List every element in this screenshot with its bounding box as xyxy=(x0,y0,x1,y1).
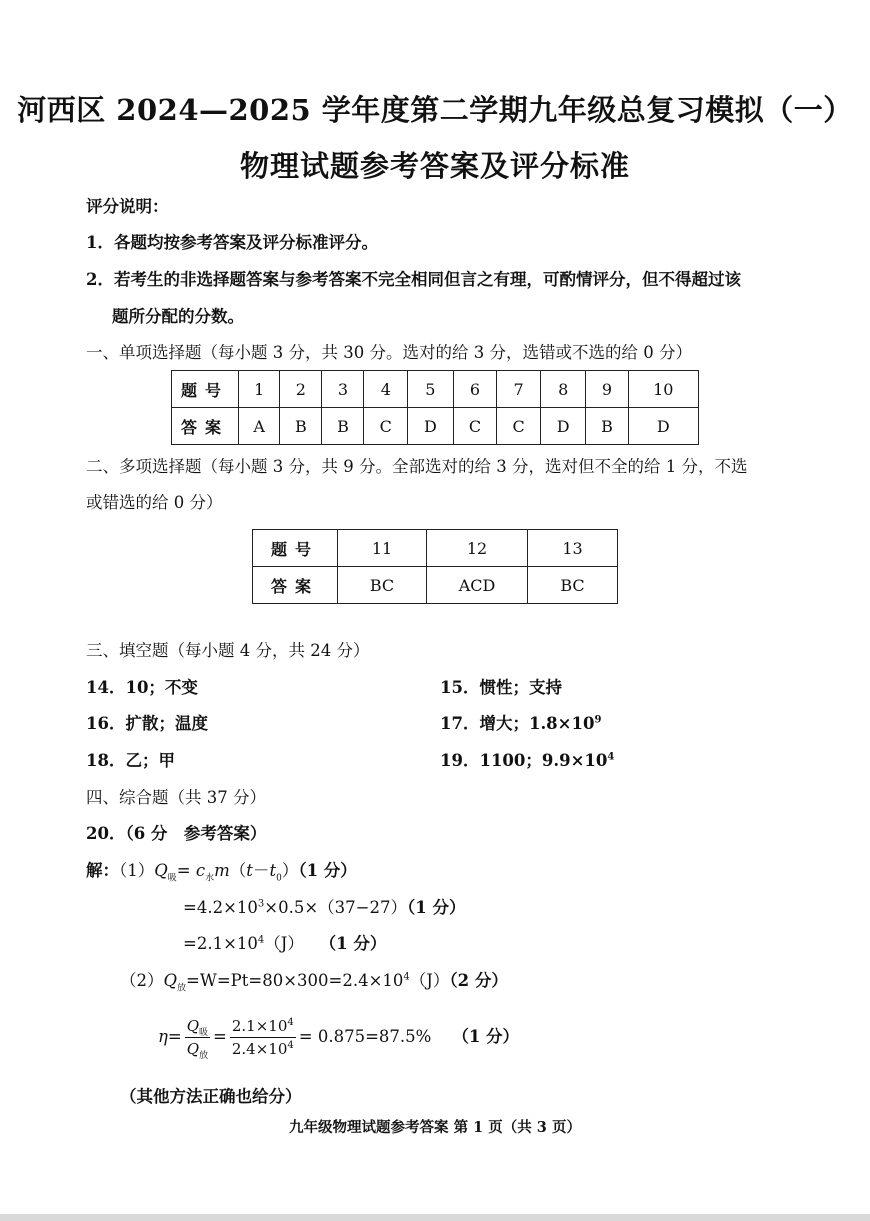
answer-q17 xyxy=(440,713,601,735)
exponent: 4 xyxy=(287,1016,294,1028)
answer-cell: B xyxy=(586,408,628,445)
expression: =W=Pt=80×300=2.4×10 xyxy=(186,971,404,990)
answer-q17-text: 17．增大；1.8×10 xyxy=(440,714,595,733)
question-number: 13 xyxy=(528,530,618,567)
symbol: Q xyxy=(186,1016,200,1035)
exponent: 4 xyxy=(403,971,410,983)
expression: =2.1×10 xyxy=(183,934,258,953)
single-choice-table xyxy=(171,370,699,445)
exponent: 9 xyxy=(594,714,602,726)
answer-cell: D xyxy=(540,408,586,445)
question-number: 12 xyxy=(427,530,528,567)
equals: = xyxy=(213,1027,227,1046)
answer-cell: A xyxy=(239,408,280,445)
answer-q14: 14．10；不变 xyxy=(86,678,198,697)
other-methods-note: （其他方法正确也给分） xyxy=(120,1087,302,1106)
table-row xyxy=(253,567,618,604)
section-2-heading: 二、多项选择题（每小题 3 分，共 9 分。全部选对的给 3 分，选对但不全的给 1 分，不选 xyxy=(86,457,748,476)
fraction-denominator xyxy=(230,1038,296,1058)
subscript: 水 xyxy=(205,873,215,884)
score-note: （2 分） xyxy=(449,971,508,990)
minus: － xyxy=(252,861,270,880)
page-footer: 九年级物理试题参考答案 第 1 页（共 3 页） xyxy=(289,1119,581,1136)
question-number: 3 xyxy=(322,371,364,408)
symbol: η xyxy=(158,1027,168,1046)
subscript: 吸 xyxy=(199,1027,209,1038)
table-row xyxy=(253,530,618,567)
solution-line-2 xyxy=(183,897,465,919)
score-note: （1 分） xyxy=(319,934,387,953)
unit: （J） xyxy=(409,971,450,990)
answer-cell: D xyxy=(408,408,454,445)
page-title: 河西区 2024—2025 学年度第二学期九年级总复习模拟（一） xyxy=(17,93,853,127)
answer-cell: ACD xyxy=(427,567,528,604)
answer-cell: C xyxy=(497,408,541,445)
part-label: （2） xyxy=(120,971,164,990)
scoring-note-2-cont: 题所分配的分数。 xyxy=(112,307,244,326)
scoring-note-2: 2．若考生的非选择题答案与参考答案不完全相同但言之有理，可酌情评分，但不得超过该 xyxy=(86,270,741,289)
exponent: 4 xyxy=(607,751,615,763)
answer-q16: 16．扩散；温度 xyxy=(86,714,208,733)
symbol: Q xyxy=(154,861,168,880)
symbol: m xyxy=(214,861,230,880)
answer-cell: C xyxy=(453,408,497,445)
symbol: Q xyxy=(163,971,178,990)
solution-line-4 xyxy=(120,970,508,992)
page-subtitle: 物理试题参考答案及评分标准 xyxy=(239,149,630,183)
table-row xyxy=(172,371,699,408)
section-3-heading: 三、填空题（每小题 4 分，共 24 分） xyxy=(86,641,370,660)
page-bottom-edge xyxy=(0,1214,870,1221)
answer-q19-text: 19．1100；9.9×10 xyxy=(440,751,608,770)
answer-cell: C xyxy=(364,408,408,445)
subscript: 放 xyxy=(177,983,187,994)
part-label: （1） xyxy=(119,861,155,880)
answer-cell: B xyxy=(280,408,322,445)
question-number: 7 xyxy=(497,371,541,408)
fraction-denominator xyxy=(185,1038,210,1061)
paren: ） xyxy=(281,861,299,880)
scoring-note-1: 1．各题均按参考答案及评分标准评分。 xyxy=(86,233,378,252)
equals: = xyxy=(167,1027,182,1046)
expression: 2.1×10 xyxy=(231,1016,288,1035)
row-label-question: 题号 xyxy=(172,371,239,408)
question-number: 9 xyxy=(586,371,628,408)
row-label-question: 题号 xyxy=(253,530,338,567)
question-number: 2 xyxy=(280,371,322,408)
exponent: 3 xyxy=(257,898,265,910)
unit: （J） xyxy=(264,934,304,953)
expression: ×0.5×（37−27） xyxy=(264,898,407,917)
row-label-answer: 答案 xyxy=(172,408,239,445)
answer-q18: 18．乙；甲 xyxy=(86,751,175,770)
solution-label: 解： xyxy=(86,861,119,880)
question-number: 5 xyxy=(408,371,454,408)
efficiency-formula xyxy=(158,1012,519,1062)
question-number: 8 xyxy=(540,371,586,408)
fraction xyxy=(185,1016,210,1061)
symbol: t xyxy=(246,861,253,880)
subscript: 吸 xyxy=(167,873,177,884)
q20-heading: 20．（6 分 参考答案） xyxy=(86,824,267,843)
equals: = xyxy=(176,861,196,880)
answer-q19 xyxy=(440,750,614,772)
question-number: 6 xyxy=(453,371,497,408)
symbol: t xyxy=(269,861,277,880)
answer-q15: 15．惯性；支持 xyxy=(440,678,562,697)
subscript: 放 xyxy=(199,1050,209,1061)
result: = 0.875=87.5% xyxy=(298,1027,432,1046)
fraction-numerator xyxy=(185,1017,210,1038)
question-number: 11 xyxy=(338,530,427,567)
exponent: 4 xyxy=(257,934,265,946)
multi-choice-table xyxy=(252,529,618,604)
fraction-numerator xyxy=(230,1017,296,1038)
score-note: （1 分） xyxy=(298,861,357,880)
symbol: Q xyxy=(186,1039,200,1058)
expression: 2.4×10 xyxy=(231,1039,288,1058)
section-4-heading: 四、综合题（共 37 分） xyxy=(86,788,266,807)
answer-cell: BC xyxy=(338,567,427,604)
expression: =4.2×10 xyxy=(183,898,258,917)
subscript: 0 xyxy=(276,873,282,884)
question-number: 10 xyxy=(628,371,698,408)
question-number: 4 xyxy=(364,371,408,408)
solution-line-3 xyxy=(183,933,386,955)
score-note: （1 分） xyxy=(406,898,466,917)
table-row xyxy=(172,408,699,445)
score-note: （1 分） xyxy=(452,1027,520,1046)
exponent: 4 xyxy=(287,1039,294,1051)
section-1-heading: 一、单项选择题（每小题 3 分，共 30 分。选对的给 3 分，选错或不选的给 0 分） xyxy=(86,343,692,362)
scoring-heading: 评分说明： xyxy=(86,197,169,216)
solution-line-1 xyxy=(86,860,357,882)
paren: （ xyxy=(229,861,247,880)
answer-cell: BC xyxy=(528,567,618,604)
section-2-heading-cont: 或错选的给 0 分） xyxy=(86,493,223,512)
fraction xyxy=(230,1017,296,1058)
row-label-answer: 答案 xyxy=(253,567,338,604)
answer-cell: D xyxy=(628,408,698,445)
answer-cell: B xyxy=(322,408,364,445)
symbol: c xyxy=(195,861,206,880)
question-number: 1 xyxy=(239,371,280,408)
